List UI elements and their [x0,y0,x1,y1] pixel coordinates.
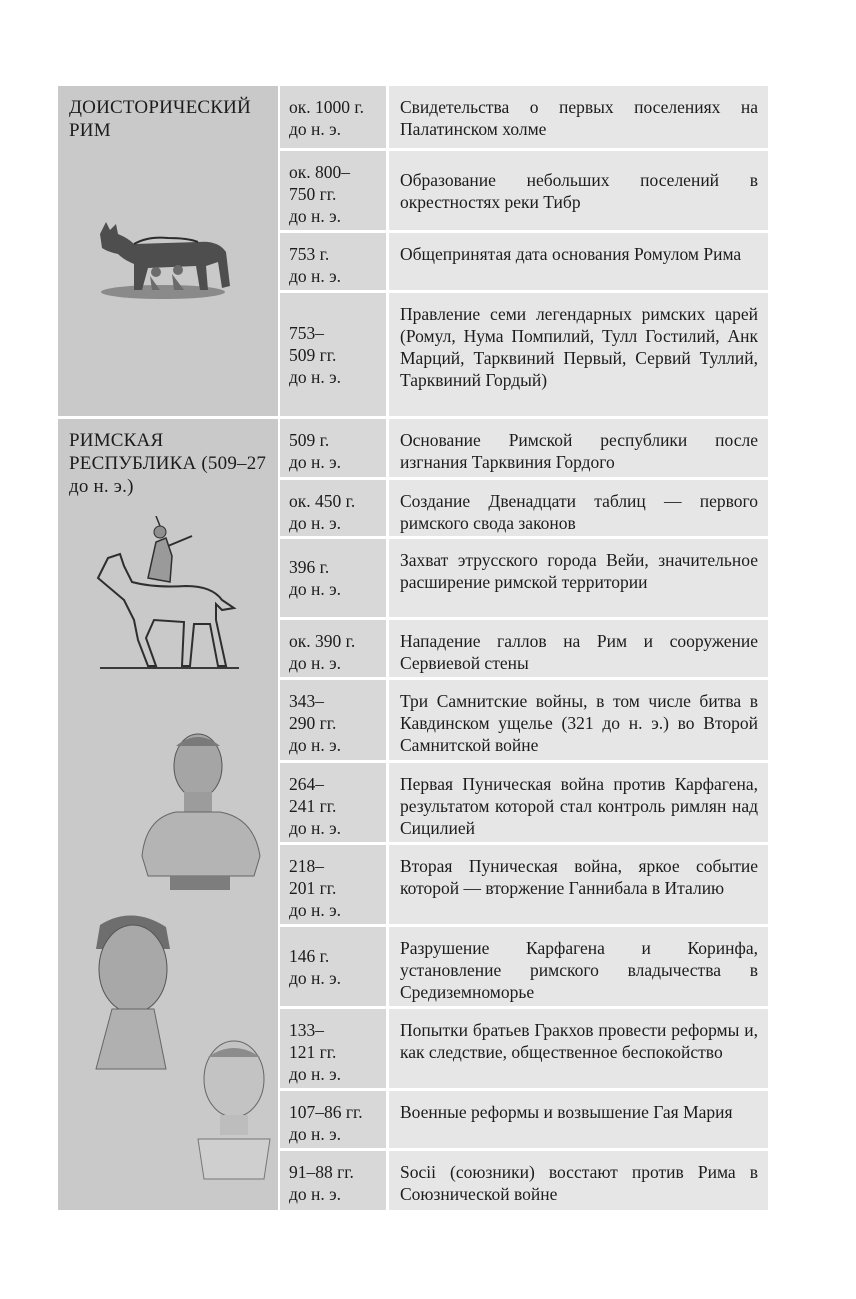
event-description: Свидетельства о первых поселениях на Палатинском холме [389,86,768,148]
event-description: Захват этрусского города Вейи, значительное расширение римской территории [389,539,768,617]
timeline-row [280,620,768,677]
event-date: 396 г. до н. э. [280,539,386,617]
timeline-row [280,86,768,148]
event-description: Образование небольших поселений в окрестностях реки Тибр [389,151,768,230]
event-date: 146 г. до н. э. [280,927,386,1006]
sulla-bust-image [78,909,188,1079]
event-date: 343– 290 гг. до н. э. [280,680,386,760]
event-date: 107–86 гг. до н. э. [280,1091,386,1148]
period-prehistoric-rome [58,86,278,416]
event-description: Создание Двенадцати таблиц — первого римского свода законов [389,480,768,536]
event-description: Нападение галлов на Рим и сооружение Сервиевой стены [389,620,768,677]
event-description: Три Самнитские войны, в том числе битва в Кавдинском ущелье (321 до н. э.) во Второй Самнитской войне [389,680,768,760]
event-description: Военные реформы и возвышение Гая Мария [389,1091,768,1148]
event-description: Вторая Пуническая война, яркое событие которой — вторжение Ганнибала в Италию [389,845,768,924]
event-description: Socii (союзники) восстают против Рима в Союзнической войне [389,1151,768,1210]
event-date: 753 г. до н. э. [280,233,386,290]
event-date: ок. 450 г. до н. э. [280,480,386,536]
timeline-row [280,763,768,842]
timeline-row [280,927,768,1006]
event-date: 218– 201 гг. до н. э. [280,845,386,924]
timeline-row [280,845,768,924]
event-date: ок. 1000 г. до н. э. [280,86,386,148]
event-date: ок. 390 г. до н. э. [280,620,386,677]
hannibal-bust-image [136,726,266,896]
roman-horseman-image [94,516,244,676]
period-title: РИМСКАЯ РЕСПУБЛИКА (509–27 до н. э.) [69,430,267,497]
event-date: ок. 800– 750 гг. до н. э. [280,151,386,230]
event-description: Попытки братьев Гракхов провести реформы и, как следствие, общественное беспокойство [389,1009,768,1088]
timeline-row [280,293,768,416]
timeline-row [280,539,768,617]
period-roman-republic [58,419,278,1210]
event-date: 753– 509 гг. до н. э. [280,293,386,416]
event-date: 509 г. до н. э. [280,419,386,477]
timeline-row [280,480,768,536]
event-date: 264– 241 гг. до н. э. [280,763,386,842]
event-date: 133– 121 гг. до н. э. [280,1009,386,1088]
timeline-row [280,419,768,477]
event-description: Основание Римской республики после изгнания Тарквиния Гордого [389,419,768,477]
timeline-row [280,233,768,290]
capitoline-wolf-image [88,204,238,304]
event-description: Общепринятая дата основания Ромулом Рима [389,233,768,290]
timeline-row [280,1009,768,1088]
event-description: Разрушение Карфагена и Коринфа, установление римского владычества в Средиземноморье [389,927,768,1006]
timeline-row [280,1151,768,1210]
timeline-row [280,1091,768,1148]
timeline-row [280,680,768,760]
period-title: ДОИСТОРИЧЕСКИЙ РИМ [69,97,251,141]
timeline-row [280,151,768,230]
event-description: Первая Пуническая война против Карфагена, результатом которой стал контроль римлян над Сицилией [389,763,768,842]
event-description: Правление семи легендарных римских царей (Ромул, Нума Помпилий, Тулл Гостилий, Анк Марций, Тарквиний Первый, Сервий Туллий, Тарквиний Гордый) [389,293,768,416]
event-date: 91–88 гг. до н. э. [280,1151,386,1210]
julius-caesar-bust-image [184,1039,284,1189]
